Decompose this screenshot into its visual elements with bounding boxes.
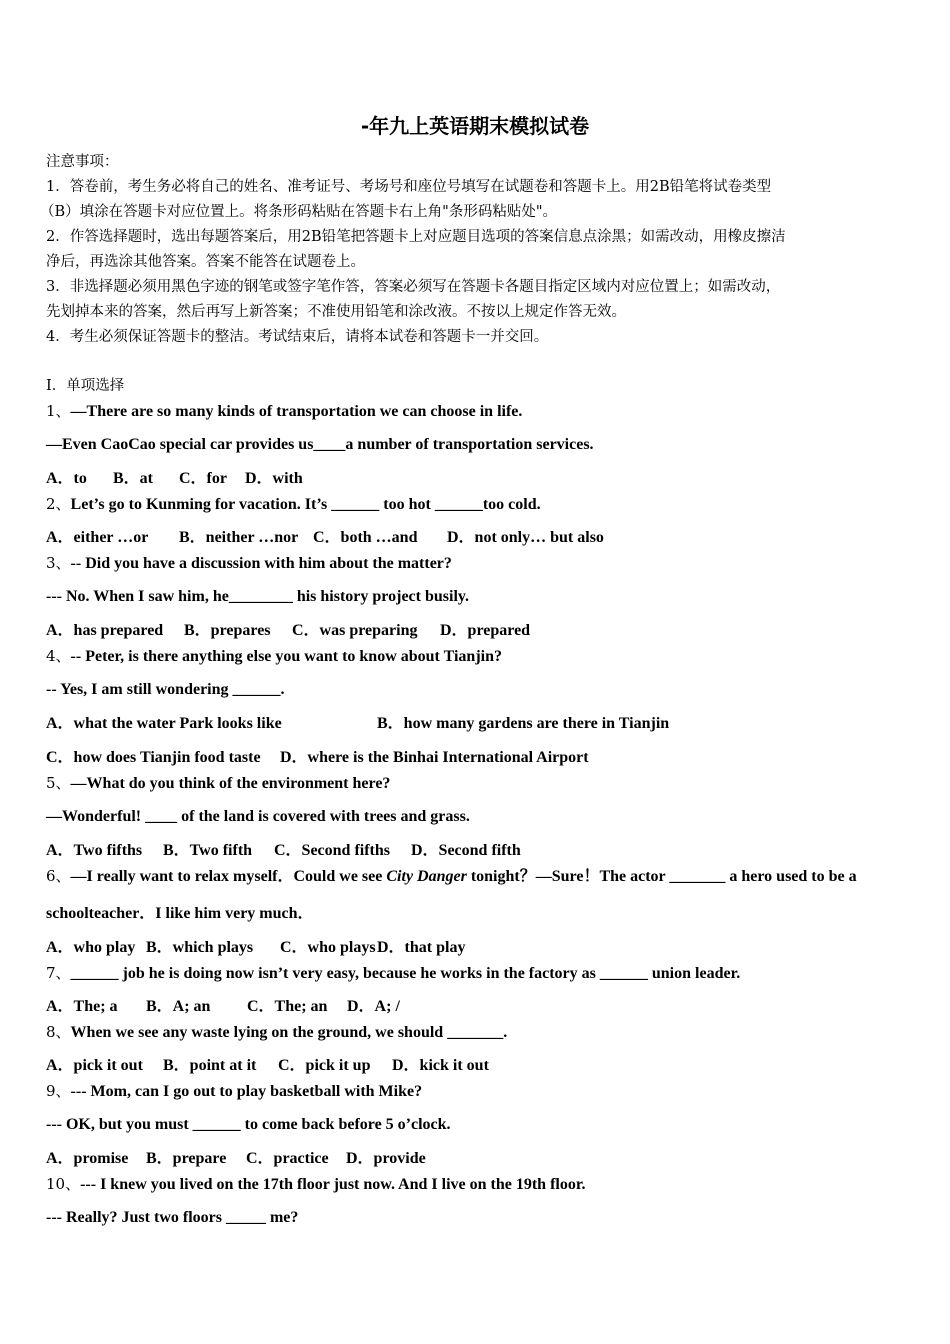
option-b[interactable]: B．how many gardens are there in Tianjin bbox=[377, 715, 670, 732]
question-7 bbox=[46, 963, 740, 984]
option-a[interactable]: A．either …or bbox=[46, 529, 149, 546]
question-4 bbox=[46, 646, 502, 667]
option-d[interactable]: D．kick it out bbox=[392, 1057, 489, 1074]
question-1 bbox=[46, 401, 522, 422]
option-d[interactable]: D．that play bbox=[377, 939, 466, 956]
option-b[interactable]: B．point at it bbox=[163, 1057, 257, 1074]
options-4a bbox=[46, 714, 669, 734]
page-title: -年九上英语期末模拟试卷 bbox=[360, 114, 590, 138]
notice-line: 2．作答选择题时，选出每题答案后，用2B铅笔把答题卡上对应题目选项的答案信息点涂黑；如需改动，用橡皮擦洁 bbox=[46, 229, 786, 245]
question-text: --- I knew you lived on the 17th floor just now. And I live on the 19th floor. bbox=[80, 1176, 586, 1193]
options-4b bbox=[46, 748, 589, 768]
option-c[interactable]: C．was preparing bbox=[292, 622, 418, 639]
question-9 bbox=[46, 1081, 422, 1102]
option-a[interactable]: A．The; a bbox=[46, 998, 118, 1015]
question-5 bbox=[46, 773, 390, 794]
option-a[interactable]: A．to bbox=[46, 470, 87, 487]
section-heading: Ⅰ．单项选择 bbox=[46, 378, 125, 394]
question-text: -- Did you have a discussion with him about the matter? bbox=[70, 555, 452, 572]
question-3 bbox=[46, 553, 452, 574]
option-c[interactable]: C．for bbox=[179, 470, 227, 487]
notice-line: 1．答卷前，考生务必将自己的姓名、准考证号、考场号和座位号填写在试题卷和答题卡上。用2B铅笔将试卷类型 bbox=[46, 179, 772, 195]
options-9 bbox=[46, 1149, 426, 1169]
option-b[interactable]: B．neither …nor bbox=[179, 529, 299, 546]
options-3 bbox=[46, 621, 530, 641]
question-2 bbox=[46, 494, 541, 515]
notice-line: （B）填涂在答题卡对应位置上。将条形码粘贴在答题卡右上角"条形码粘贴处"。 bbox=[40, 204, 557, 220]
question-number: 1、 bbox=[46, 402, 71, 420]
question-text: —I really want to relax myself．Could we see bbox=[70, 868, 387, 885]
options-5 bbox=[46, 841, 521, 861]
options-8 bbox=[46, 1056, 489, 1076]
question-text: --- Mom, can I go out to play basketball with Mike? bbox=[70, 1083, 423, 1100]
option-a[interactable]: A．promise bbox=[46, 1150, 129, 1167]
question-text: —There are so many kinds of transportation we can choose in life. bbox=[70, 403, 523, 420]
option-c[interactable]: C．The; an bbox=[247, 998, 328, 1015]
option-b[interactable]: B．at bbox=[113, 470, 154, 487]
question-text: -- Yes, I am still wondering ______. bbox=[46, 681, 285, 698]
option-c[interactable]: C．pick it up bbox=[278, 1057, 371, 1074]
option-c[interactable]: C．both …and bbox=[313, 529, 418, 546]
question-number: 6、 bbox=[46, 867, 71, 885]
options-7 bbox=[46, 997, 400, 1017]
option-d[interactable]: D．Second fifth bbox=[411, 842, 521, 859]
option-c[interactable]: C．practice bbox=[246, 1150, 329, 1167]
question-text: When we see any waste lying on the ground, we should _______. bbox=[70, 1024, 508, 1041]
question-number: 5、 bbox=[46, 774, 71, 792]
question-text: schoolteacher．I like him very much． bbox=[46, 905, 314, 922]
option-d[interactable]: D．with bbox=[245, 470, 303, 487]
option-a[interactable]: A．Two fifths bbox=[46, 842, 143, 859]
question-8 bbox=[46, 1022, 507, 1043]
question-number: 8、 bbox=[46, 1023, 71, 1041]
notice-line: 4．考生必须保证答题卡的整洁。考试结束后，请将本试卷和答题卡一并交回。 bbox=[46, 329, 549, 345]
option-a[interactable]: A．has prepared bbox=[46, 622, 164, 639]
question-number: 4、 bbox=[46, 647, 71, 665]
question-number: 9、 bbox=[46, 1082, 71, 1100]
question-text: ______ job he is doing now isn’t very easy, because he works in the factory as ______ union leader. bbox=[70, 965, 741, 982]
options-2 bbox=[46, 528, 604, 548]
option-b[interactable]: B．prepares bbox=[184, 622, 271, 639]
option-c[interactable]: C．Second fifths bbox=[274, 842, 391, 859]
option-b[interactable]: B．which plays bbox=[146, 939, 254, 956]
notice-heading: 注意事项： bbox=[46, 154, 119, 170]
question-text: —Wonderful! ____ of the land is covered with trees and grass. bbox=[46, 808, 470, 825]
options-1 bbox=[46, 469, 303, 489]
option-a[interactable]: A．what the water Park looks like bbox=[46, 715, 282, 732]
option-c[interactable]: C．how does Tianjin food taste bbox=[46, 749, 261, 766]
question-number: 3、 bbox=[46, 554, 71, 572]
question-text: -- Peter, is there anything else you want to know about Tianjin? bbox=[70, 648, 502, 665]
option-c[interactable]: C．who plays bbox=[280, 939, 376, 956]
option-d[interactable]: D．provide bbox=[346, 1150, 426, 1167]
option-a[interactable]: A．pick it out bbox=[46, 1057, 143, 1074]
question-number: 7、 bbox=[46, 964, 71, 982]
question-text: Let’s go to Kunming for vacation. It’s ______ too hot ______too cold. bbox=[70, 496, 541, 513]
question-text: --- No. When I saw him, he________ his history project busily. bbox=[46, 588, 469, 605]
notice-line: 3．非选择题必须用黑色字迹的钢笔或签字笔作答，答案必须写在答题卡各题目指定区域内对应位置上；如需改动， bbox=[46, 279, 781, 295]
notice-line: 净后，再选涂其他答案。答案不能答在试题卷上。 bbox=[46, 254, 365, 270]
option-a[interactable]: A．who play bbox=[46, 939, 136, 956]
question-6 bbox=[46, 866, 857, 887]
options-6 bbox=[46, 938, 465, 958]
option-b[interactable]: B．Two fifth bbox=[163, 842, 253, 859]
question-10 bbox=[46, 1174, 585, 1195]
question-text: --- OK, but you must ______ to come back before 5 o’clock. bbox=[46, 1116, 451, 1133]
notice-line: 先划掉本来的答案，然后再写上新答案；不准使用铅笔和涂改液。不按以上规定作答无效。 bbox=[46, 304, 626, 320]
option-b[interactable]: B．A; an bbox=[146, 998, 211, 1015]
question-text: tonight？—Sure！The actor _______ a hero used to be a bbox=[466, 868, 857, 885]
option-d[interactable]: D．A; / bbox=[347, 998, 400, 1015]
option-d[interactable]: D．where is the Binhai International Airport bbox=[280, 749, 589, 766]
question-text: --- Really? Just two floors _____ me? bbox=[46, 1209, 299, 1226]
option-d[interactable]: D．prepared bbox=[440, 622, 531, 639]
question-text: —Even CaoCao special car provides us____a number of transportation services. bbox=[46, 436, 594, 453]
question-number: 10、 bbox=[46, 1175, 81, 1193]
option-d[interactable]: D．not only… but also bbox=[447, 529, 604, 546]
movie-title: City Danger bbox=[386, 868, 467, 885]
option-b[interactable]: B．prepare bbox=[146, 1150, 227, 1167]
question-text: —What do you think of the environment here? bbox=[70, 775, 391, 792]
question-number: 2、 bbox=[46, 495, 71, 513]
